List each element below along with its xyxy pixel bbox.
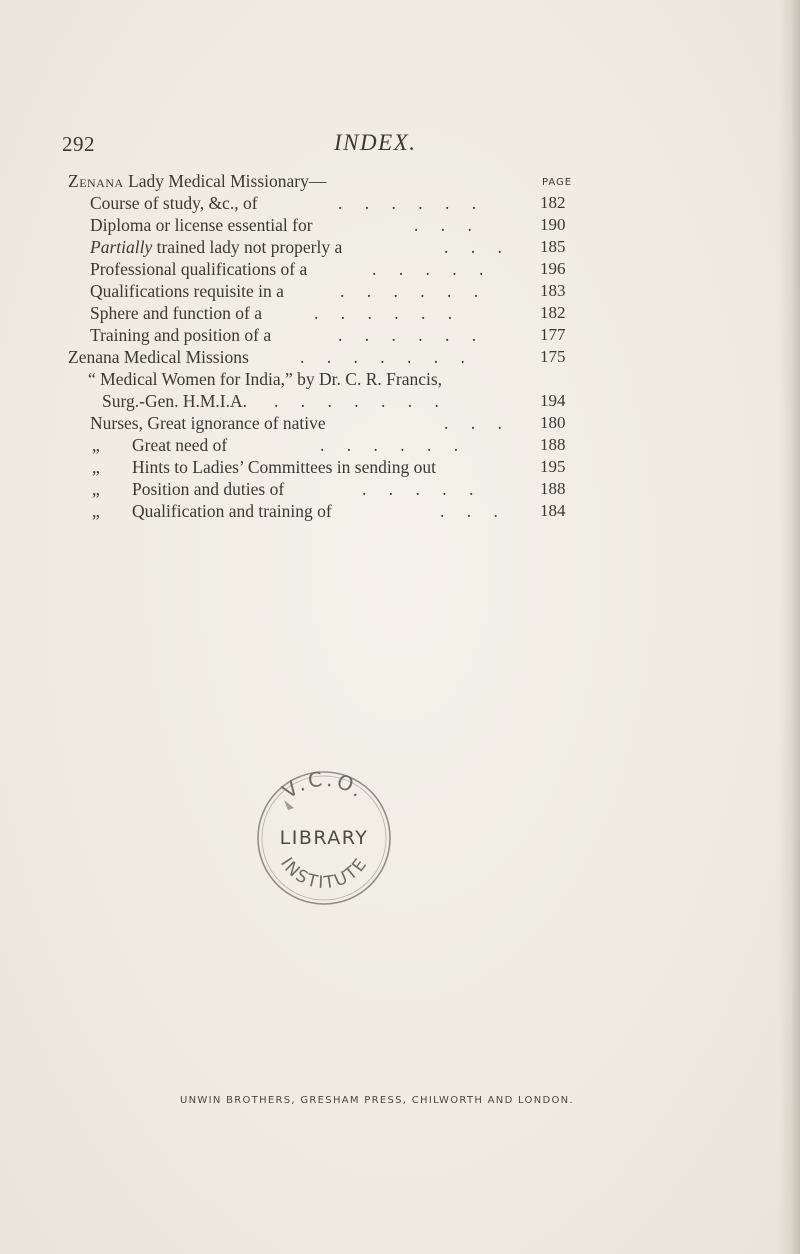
ditto-mark: „ (92, 501, 100, 521)
entry-leader: . . . . . . (340, 281, 488, 301)
entry-page: 194 (540, 391, 566, 410)
entry-text: Sphere and function of a (90, 303, 263, 323)
entry-text: Training and position of a (90, 325, 272, 345)
entry-page: 184 (540, 501, 566, 520)
index-entry (68, 390, 628, 412)
entry-page: 185 (540, 237, 566, 256)
printer-imprint: UNWIN BROTHERS, GRESHAM PRESS, CHILWORTH AND LONDON. (180, 1095, 574, 1106)
index-entry (68, 434, 628, 456)
index-entry (68, 500, 628, 522)
index-entries (68, 170, 628, 522)
index-entry (68, 192, 628, 214)
entry-leader: . . . . . . . (300, 347, 474, 367)
entry-leader: . . . . . (372, 259, 493, 279)
entry-leader: . . . (440, 501, 507, 521)
entry-page: 190 (540, 215, 566, 234)
entry-leader: . . . . . . . (274, 391, 448, 411)
entry-leader: . . . . . (362, 479, 483, 499)
entry-page: 188 (540, 435, 566, 454)
entry-page: 196 (540, 259, 566, 278)
page-column-label: PAGE (542, 177, 573, 188)
entry-page: 177 (540, 325, 566, 344)
entry-leader: . . . (414, 215, 481, 235)
entry-text-rest: trained lady not properly a (152, 237, 343, 257)
ditto-mark: „ (92, 479, 100, 499)
library-stamp (244, 760, 404, 910)
ditto-mark: „ (92, 457, 100, 477)
stamp-top-text: V.C.O. (277, 766, 371, 804)
entry-page: 183 (540, 281, 566, 300)
index-entry (68, 456, 628, 478)
entry-text: Course of study, &c., of (90, 193, 258, 213)
entry-text: Diploma or license essential for (90, 215, 313, 235)
index-entry (68, 368, 628, 390)
stamp-center-text: LIBRARY (279, 827, 369, 849)
entry-text: Hints to Ladies’ Committees in sending out (132, 457, 436, 477)
entry-page: 188 (540, 479, 566, 498)
entry-leader: . . . (444, 413, 511, 433)
index-heading: Zenana Medical Missions (68, 347, 249, 367)
running-head: INDEX. (334, 130, 417, 155)
entry-page: 182 (540, 303, 566, 322)
index-heading-caps: Zenana (68, 171, 124, 191)
entry-page: 182 (540, 193, 566, 212)
index-heading-row (68, 346, 628, 368)
entry-page: 180 (540, 413, 566, 432)
page-number: 292 (62, 132, 95, 156)
entry-leader: . . . . . . (320, 435, 468, 455)
entry-leader: . . . . . . (338, 325, 486, 345)
entry-page: 175 (540, 347, 566, 366)
stamp-bottom-text: INSTITUTE (276, 853, 372, 894)
index-entry (68, 214, 628, 236)
index-entry (68, 302, 628, 324)
index-entry (68, 280, 628, 302)
entry-text: Professional qualifications of a (90, 259, 308, 279)
entry-text: “ Medical Women for India,” by Dr. C. R. Francis, (88, 369, 443, 389)
library-stamp-seal (244, 760, 404, 910)
entry-leader: . . . . . . (314, 303, 462, 323)
index-entry (68, 236, 628, 258)
ditto-mark: „ (92, 435, 100, 455)
page-edge-shadow (778, 0, 800, 1254)
entry-text: Nurses, Great ignorance of native (90, 413, 326, 433)
entry-text: Great need of (132, 435, 228, 455)
index-heading-row (68, 170, 628, 192)
entry-leader: . . . . . . (338, 193, 486, 213)
entry-text (90, 236, 342, 258)
index-entry (68, 258, 628, 280)
index-heading-rest: Lady Medical Missionary— (123, 171, 327, 191)
index-entry (68, 478, 628, 500)
entry-text: Position and duties of (132, 479, 285, 499)
page-header (62, 132, 662, 162)
index-heading (68, 170, 326, 192)
entry-text: Qualification and training of (132, 501, 332, 521)
entry-text: Surg.-Gen. H.M.I.A. (102, 391, 248, 411)
index-entry (68, 412, 628, 434)
entry-leader: . . . (444, 237, 511, 257)
entry-text: Qualifications requisite in a (90, 281, 284, 301)
entry-text-italic: Partially (90, 237, 153, 257)
index-entry (68, 324, 628, 346)
entry-page: 195 (540, 457, 566, 476)
